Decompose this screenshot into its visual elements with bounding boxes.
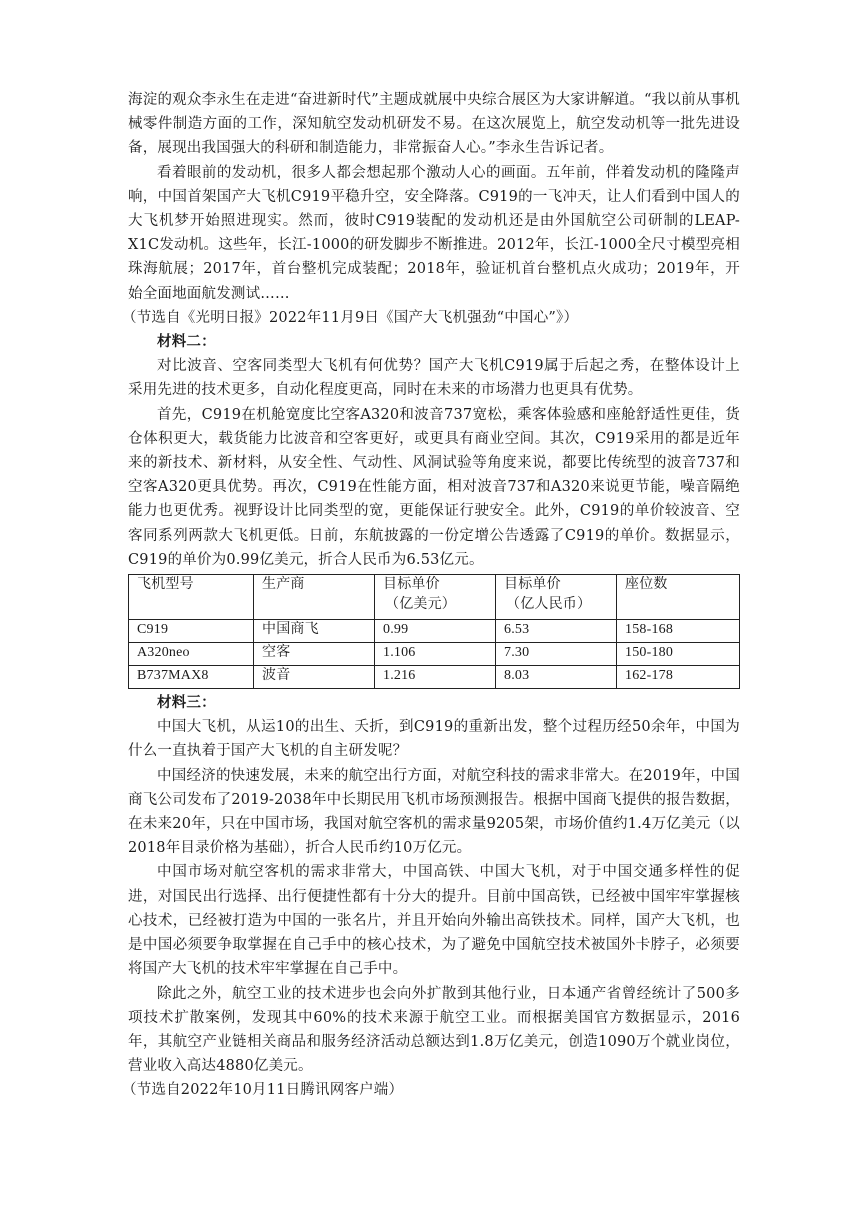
table-cell: B737MAX8 [129, 666, 254, 689]
table-header-cell [375, 575, 496, 620]
paragraph-core-technology: 中国市场对航空客机的需求非常大，中国高铁、中国大飞机，对于中国交通多样性的促进，对国民出行选择、出行便捷性都有十分大的提升。目前中国高铁，已经被中国牢牢掌握核心技术，已经被打造为中国的一张名片，并且开始向外输出高铁技术。同样，国产大飞机，也是中国必须要争取掌握在自己手中的核心技术，为了避免中国航空技术被国外卡脖子，必须要将国产大飞机的技术牢牢掌握在自己手中。 [128, 864, 740, 978]
table-cell: 150-180 [617, 643, 740, 666]
source-citation-tencent: （节选自2022年10月11日腾讯网客户端） [122, 1082, 404, 1099]
paragraph-technology-spread: 除此之外，航空工业的技术进步也会向外扩散到其他行业，日本通产省曾经统计了500多项技术扩散案例，发现其中60%的技术来源于航空工业。而根据美国官方数据显示，2016年，其航空产业链相关商品和服务经济活动总额达到1.8万亿美元，创造1090万个就业岗位，营业收入高达4880亿美元。 [128, 985, 740, 1075]
table-header-cell [617, 575, 740, 620]
header-price-rmb: 目标单价 [504, 577, 561, 593]
paragraph-history: 中国大飞机，从运10的出生、夭折，到C919的重新出发，整个过程历经50余年，中国为什么一直执着于国产大飞机的自主研发呢？ [128, 719, 740, 760]
header-price-usd: 目标单价 [383, 577, 440, 593]
table-cell: 7.30 [496, 643, 617, 666]
table-cell: A320neo [129, 643, 254, 666]
material-two-heading: 材料二： [157, 333, 216, 351]
table-cell: 158-168 [617, 620, 740, 643]
table-row [129, 620, 740, 643]
table-cell: 8.03 [496, 666, 617, 689]
document-body [122, 88, 740, 1103]
table-cell: 0.99 [375, 620, 496, 643]
table-cell: 6.53 [496, 620, 617, 643]
material-three-heading: 材料三： [157, 694, 216, 712]
header-manufacturer: 生产商 [262, 577, 305, 593]
source-citation-guangming: （节选自《光明日报》2022年11月9日《国产大飞机强劲“中国心”》） [122, 309, 579, 326]
aircraft-price-table [128, 574, 740, 689]
paragraph-advantage: 对比波音、空客同类型大飞机有何优势？国产大飞机C919属于后起之秀，在整体设计上采用先进的技术更多，自动化程度更高，同时在未来的市场潜力也更具有优势。 [128, 358, 740, 399]
table-row [129, 666, 740, 689]
table-cell: 162-178 [617, 666, 740, 689]
header-price-rmb-unit: （亿人民币） [506, 597, 592, 613]
table-row [129, 643, 740, 666]
table-cell: 1.106 [375, 643, 496, 666]
table-header-cell [496, 575, 617, 620]
paragraph-market-demand: 中国经济的快速发展，未来的航空出行方面，对航空科技的需求非常大。在2019年，中国商飞公司发布了2019-2038年中长期民用飞机市场预测报告。根据中国商飞提供的报告数据，在未来20年，只在中国市场，我国对航空客机的需求量9205架，市场价值约1.4万亿美元（以2018年目录价格为基础），折合人民币约10万亿元。 [128, 767, 740, 857]
header-model: 飞机型号 [137, 577, 194, 593]
paragraph-engine: 看着眼前的发动机，很多人都会想起那个激动人心的画面。五年前，伴着发动机的隆隆声响，中国首架国产大飞机C919平稳升空，安全降落。C919的一飞冲天，让人们看到中国人的大飞机梦开始照进现实。然而，彼时C919装配的发动机还是由外国航空公司研制的LEAP-X1C发动机。这些年，长江-1000的研发脚步不断推进。2012年，长江-1000全尺寸模型亮相珠海航展；2017年，首台整机完成装配；2018年，验证机首台整机点火成功；2019年，开始全面地面航发测试…… [128, 164, 740, 302]
table-header-cell [129, 575, 254, 620]
paragraph-comparison: 首先，C919在机舱宽度比空客A320和波音737宽松，乘客体验感和座舱舒适性更佳，货仓体积更大，载货能力比波音和空客更好，或更具有商业空间。其次，C919采用的都是近年来的新技术、新材料，从安全性、气动性、风洞试验等角度来说，都要比传统型的波音737和空客A320更具优势。再次，C919在性能方面，相对波音737和A320来说更节能，噪音隔绝能力也更优秀。视野设计比同类型的宽，更能保证行驶安全。此外，C919的单价较波音、空客同系列两款大飞机更低。日前，东航披露的一份定增公告透露了C919的单价。数据显示，C919的单价为0.99亿美元，折合人民币为6.53亿元。 [128, 406, 740, 568]
header-price-usd-unit: （亿美元） [385, 597, 456, 613]
header-seats: 座位数 [625, 577, 668, 593]
table-cell: 1.216 [375, 666, 496, 689]
table-cell: 波音 [254, 666, 375, 689]
table-cell: C919 [129, 620, 254, 643]
table-cell: 空客 [254, 643, 375, 666]
paragraph-intro: 海淀的观众李永生在走进“奋进新时代”主题成就展中央综合展区为大家讲解道。“我以前从事机械零件制造方面的工作，深知航空发动机研发不易。在这次展览上，航空发动机等一批先进设备，展现出我国强大的科研和制造能力，非常振奋人心。”李永生告诉记者。 [128, 92, 740, 157]
table-cell: 中国商飞 [254, 620, 375, 643]
table-header-cell [254, 575, 375, 620]
table-header-row [129, 575, 740, 620]
